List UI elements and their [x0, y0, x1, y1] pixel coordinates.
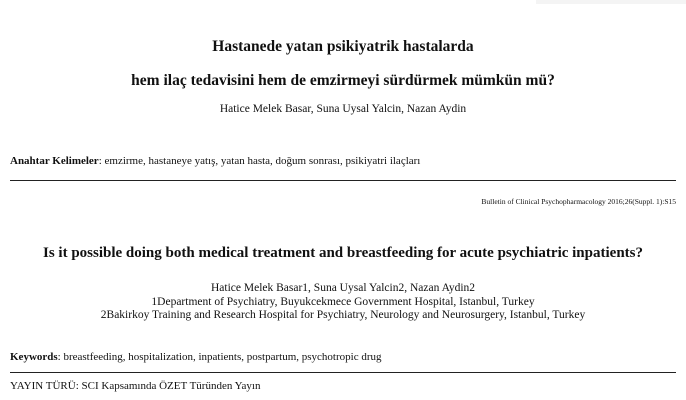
english-authors: Hatice Melek Basar1, Suna Uysal Yalcin2, Nazan Aydin2	[210, 282, 476, 294]
journal-citation: Bulletin of Clinical Psychopharmacology 2016;26(Suppl. 1):S15	[481, 197, 676, 206]
turkish-title-line-1: Hastanede yatan psikiyatrik hastalarda	[212, 38, 474, 55]
turkish-keywords-text: : emzirme, hastaneye yatış, yatan hasta, doğum sonrası, psikiyatri ilaçları	[98, 155, 421, 167]
english-keywords-text: : breastfeeding, hospitalization, inpatients, postpartum, psychotropic drug	[57, 351, 382, 363]
turkish-keywords	[10, 155, 420, 167]
affiliation-1: 1Department of Psychiatry, Buyukcekmece Government Hospital, Istanbul, Turkey	[151, 296, 535, 308]
english-title: Is it possible doing both medical treatment and breastfeeding for acute psychiatric inpatients?	[42, 245, 643, 261]
section-divider-bottom	[10, 372, 676, 373]
turkish-title-line-2: hem ilaç tedavisini hem de emzirmeyi sürdürmek mümkün mü?	[131, 72, 555, 89]
turkish-keywords-label: Anahtar Kelimeler	[10, 155, 99, 167]
scan-artifact	[536, 0, 686, 4]
english-keywords-label: Keywords	[10, 351, 58, 363]
section-divider	[10, 180, 676, 181]
affiliation-2: 2Bakirkoy Training and Research Hospital for Psychiatry, Neurology and Neurosurgery, Istanbul, Turkey	[100, 309, 586, 321]
english-keywords	[10, 351, 382, 363]
turkish-authors: Hatice Melek Basar, Suna Uysal Yalcin, Nazan Aydin	[219, 103, 467, 115]
publication-type: YAYIN TÜRÜ: SCI Kapsamında ÖZET Türünden Yayın	[10, 380, 261, 392]
